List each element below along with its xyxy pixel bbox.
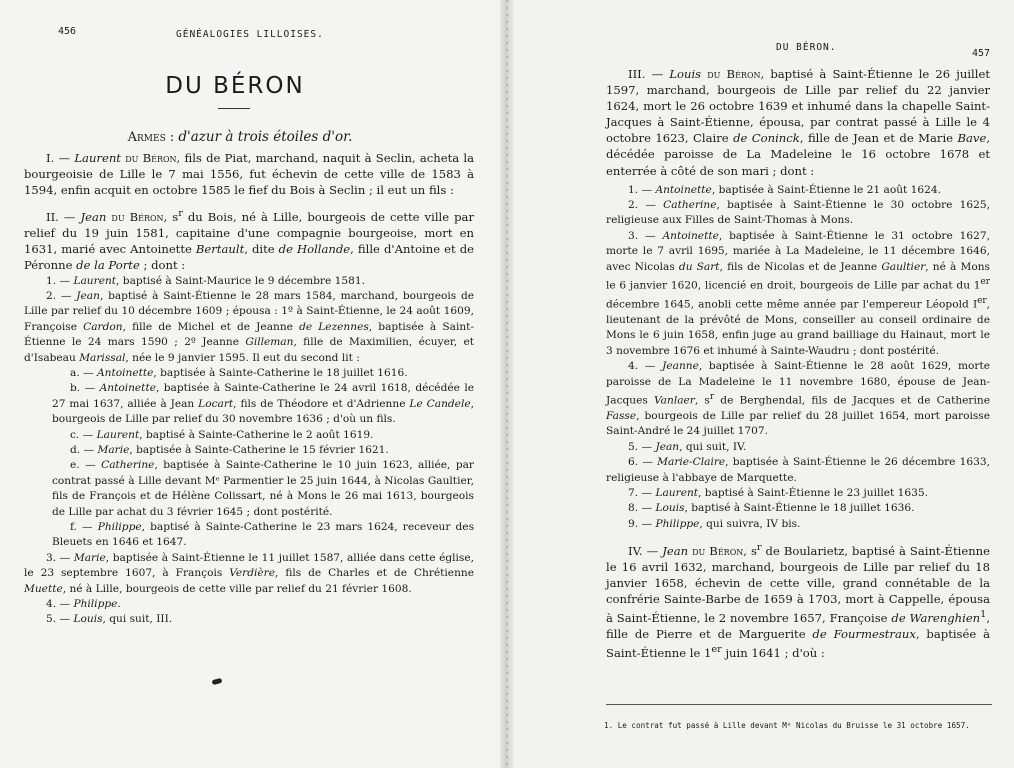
title-rule: [218, 108, 250, 109]
arms-line: [0, 129, 480, 146]
left-page: [0, 0, 500, 768]
list-item: 1. — Antoinette, baptisée à Saint-Étienne le 21 août 1624.: [628, 183, 942, 196]
generation-3: III. — Louis du Béron, baptisé à Saint-Étienne le 26 juillet 1597, marchand, bourgeois de Lille par relief du 22 janvier 1624, mort le 26 octobre 1639 et inhumé dans la chapelle Saint-Jacques à Saint-Étienne, épousa, par contrat passé à Lille le 4 octobre 1623, Claire de Coninck, fille de Jean et de Marie Bave, décédée paroisse de La Madeleine le 16 octobre 1678 et enterrée à côté de son mari ; dont :: [606, 67, 990, 178]
list-item: 2. — Catherine, baptisée à Saint-Étienne le 30 octobre 1625, religieuse aux Filles de Saint-Thomas à Mons.: [606, 199, 990, 227]
sub-list-item: d. — Marie, baptisée à Sainte-Catherine le 15 février 1621.: [70, 443, 389, 456]
footnote: 1. Le contrat fut passé à Lille devant Mᵉ Nicolas du Bruisse le 31 octobre 1657.: [604, 721, 970, 730]
left-running-head: GÉNÉALOGIES LILLOISES.: [176, 29, 324, 40]
page-title: DU BÉRON: [165, 73, 305, 99]
list-item: 4. — Jeanne, baptisée à Saint-Étienne le 28 août 1629, morte paroisse de La Madeleine le 11 novembre 1680, épouse de Jean-Jacques Vanlaer, $s^r$ de Berghendal, fils de Jacques et de Catherine Fasse, bourgeois de Lille par relief du 28 juillet 1654, mort paroisse Saint-André le 24 juillet 1707.: [606, 360, 991, 438]
left-text-block: [24, 150, 474, 628]
list-item: 4. — Philippe.: [46, 598, 121, 611]
book-gutter: [500, 0, 514, 768]
sub-list-item: a. — Antoinette, baptisée à Sainte-Catherine le 18 juillet 1616.: [70, 366, 408, 379]
list-item: 3. — Antoinette, baptisée à Saint-Étienne le 31 octobre 1627, morte le 7 avril 1695, mariée à La Madeleine, le 11 décembre 1646, avec Nicolas du Sart, fils de Nicolas et de Jeanne Gaultier, né à Mons le 6 janvier 1620, licencié en droit, bourgeois de Lille par achat du 1er décembre 1645, anobli cette même année par l'empereur Léopold Ier, lieutenant de la prévôté de Mons, conseiller au conseil ordinaire de Mons le 6 juin 1658, enfin juge au grand bailliage du Hainaut, mort le 3 novembre 1676 et inhumé à Sainte-Waudru ; dont postérité.: [606, 229, 990, 357]
generation-1: I. — Laurent du Béron, fils de Piat, marchand, naquit à Seclin, acheta la bourgeoisie de Lille le 7 mai 1556, fut échevin de cette ville de 1583 à 1594, enfin acquit en octobre 1585 le fief du Bois à Seclin ; il eut un fils :: [24, 151, 475, 198]
list-item: 5. — Louis, qui suit, III.: [46, 613, 173, 626]
footnote-rule: [606, 704, 992, 705]
generation-2: II. — Jean du Béron, $s^r$ du Bois, né à Lille, bourgeois de cette ville par relief du 19 juin 1581, capitaine d'une compagnie bourgeoise, mort en 1631, marié avec Antoinette Bertault, dite de Hollande, fille d'Antoine et de Péronne de la Porte ; dont :: [24, 208, 474, 273]
right-running-head: DU BÉRON.: [776, 42, 837, 53]
list-item: 9. — Philippe, qui suivra, IV bis.: [628, 517, 801, 530]
ink-smudge: [212, 678, 223, 685]
generation-4: IV. — Jean du Béron, $s^r$ de Boularietz, baptisé à Saint-Étienne le 16 avril 1632, marchand, bourgeois de Lille par relief du 18 janvier 1658, échevin de cette ville, grand connétable de la confrérie Sainte-Barbe de 1659 à 1703, mort à Cappelle, épousa à Saint-Étienne, le 2 novembre 1657, Françoise de Warenghien$^1$, fille de Pierre et de Marguerite de Fourmestraux, baptisée à Saint-Étienne le 1er juin 1641 ; d'où :: [606, 542, 991, 661]
right-text-block: [606, 66, 990, 661]
list-item: 6. — Marie-Claire, baptisée à Saint-Étienne le 26 décembre 1633, religieuse à l'abbaye de Marquette.: [606, 456, 990, 484]
list-item: 5. — Jean, qui suit, IV.: [628, 440, 747, 453]
sub-list-item: e. — Catherine, baptisée à Sainte-Catherine le 10 juin 1623, alliée, par contrat passé à Lille devant Mᵉ Parmentier le 25 juin 1644, à Nicolas Gaultier, fils de François et de Hélène Colissart, né à Mons le 26 mai 1613, bourgeois de Lille par achat du 3 février 1645 ; dont postérité.: [52, 459, 475, 518]
right-page: [514, 0, 1014, 768]
sub-list-item: c. — Laurent, baptisé à Sainte-Catherine le 2 août 1619.: [70, 428, 374, 441]
list-item: 8. — Louis, baptisé à Saint-Étienne le 18 juillet 1636.: [628, 502, 915, 515]
arms-text: d'azur à trois étoiles d'or.: [178, 129, 353, 145]
sub-list-item: f. — Philippe, baptisé à Sainte-Catherine le 23 mars 1624, receveur des Bleuets en 1646 et 1647.: [52, 521, 475, 549]
arms-label: Armes :: [127, 130, 175, 145]
list-item: 2. — Jean, baptisé à Saint-Étienne le 28 mars 1584, marchand, bourgeois de Lille par relief du 10 décembre 1609 ; épousa : 1º à Saint-Étienne, le 24 août 1609, Françoise Cardon, fille de Michel et de Jeanne de Lezennes, baptisée à Saint-Étienne le 24 mars 1590 ; 2º Jeanne Gilleman, fille de Maximilien, écuyer, et d'Isabeau Marissal, née le 9 janvier 1595. Il eut du second lit :: [24, 289, 475, 364]
list-item: 7. — Laurent, baptisé à Saint-Étienne le 23 juillet 1635.: [628, 486, 928, 499]
right-page-number: 457: [972, 48, 991, 59]
list-item: 1. — Laurent, baptisé à Saint-Maurice le 9 décembre 1581.: [46, 274, 365, 287]
left-page-number: 456: [58, 26, 77, 37]
sub-list-item: b. — Antoinette, baptisée à Sainte-Catherine le 24 avril 1618, décédée le 27 mai 1637, alliée à Jean Locart, fils de Théodore et d'Adrienne Le Candele, bourgeois de Lille par relief du 30 novembre 1636 ; d'où un fils.: [52, 382, 474, 426]
list-item: 3. — Marie, baptisée à Saint-Étienne le 11 juillet 1587, alliée dans cette église, le 23 septembre 1607, à François Verdière, fils de Charles et de Chrétienne Muette, né à Lille, bourgeois de cette ville par relief du 21 février 1608.: [24, 551, 474, 595]
